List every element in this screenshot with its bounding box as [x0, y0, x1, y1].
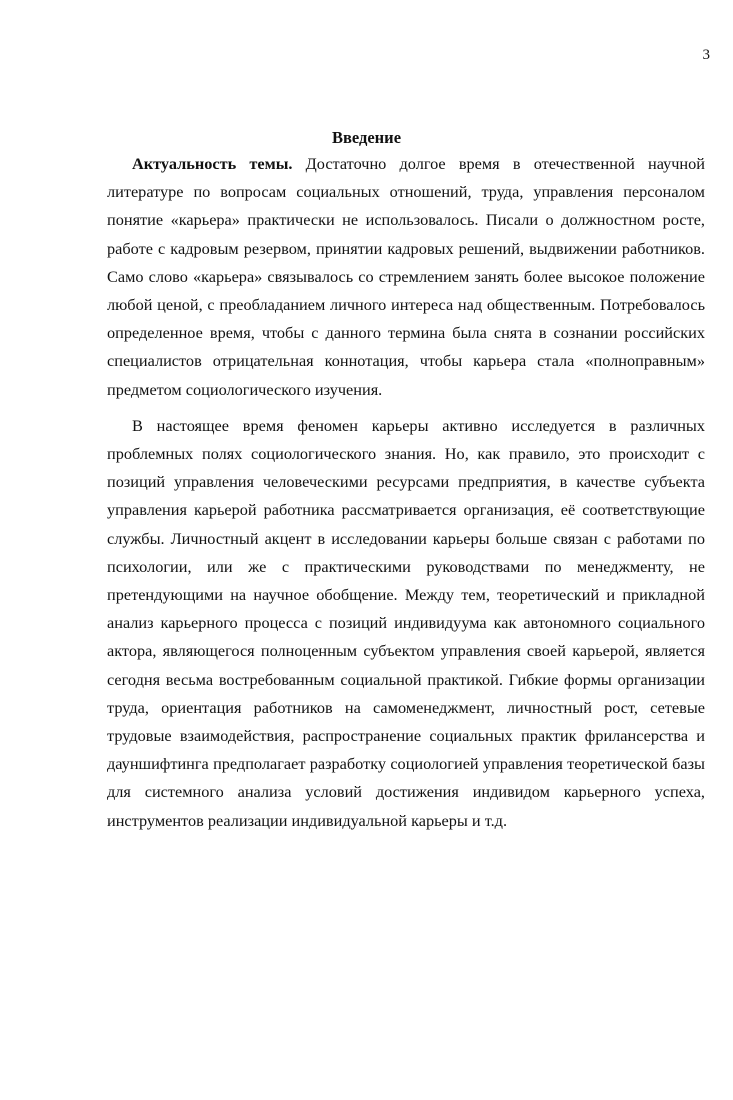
section-heading: Введение	[331, 128, 402, 147]
paragraph-lead: Актуальность темы.	[132, 154, 293, 173]
paragraph-current-state: В настоящее время феномен карьеры активно исследуется в различных проблемных полях социологического знания. Но, как правило, это происходит с позиций управления человеческими ресурсами предприятия, в качестве субъекта управления карьерой работника рассматривается организация, её соответствующие службы. Личностный акцент в исследовании карьеры больше связан с работами по психологии, или же с практическими руководствами по менеджменту, не претендующими на научное обобщение. Между тем, теоретический и прикладной анализ карьерного процесса с позиций индивидуума как автономного социального актора, являющегося полноценным субъектом управления своей карьерой, является сегодня весьма востребованным социальной практикой. Гибкие формы организации труда, ориентация работников на самоменеджмент, личностный рост, сетевые трудовые взаимодействия, распространение социальных практик фрилансерства и дауншифтинга предполагает разработку социологией управления теоретической базы для системного анализа условий достижения индивидом карьерного успеха, инструментов реализации индивидуальной карьеры и т.д.	[107, 415, 705, 830]
paragraph-relevance	[107, 150, 705, 404]
paragraph-text: Достаточно долгое время в отечественной научной литературе по вопросам социальных отношений, труда, управления персоналом понятие «карьера» практически не использовалось. Писали о должностном росте, работе с кадровым резервом, принятии кадровых решений, выдвижении работников. Само слово «карьера» связывалось со стремлением занять более высокое положение любой ценой, с преобладанием личного интереса над общественным. Потребовалось определенное время, чтобы с данного термина была снята в сознании российских специалистов отрицательная коннотация, чтобы карьера стала «полноправным» предметом социологического изучения.	[107, 154, 705, 399]
page-number: 3	[702, 47, 710, 63]
body-text	[107, 150, 705, 835]
